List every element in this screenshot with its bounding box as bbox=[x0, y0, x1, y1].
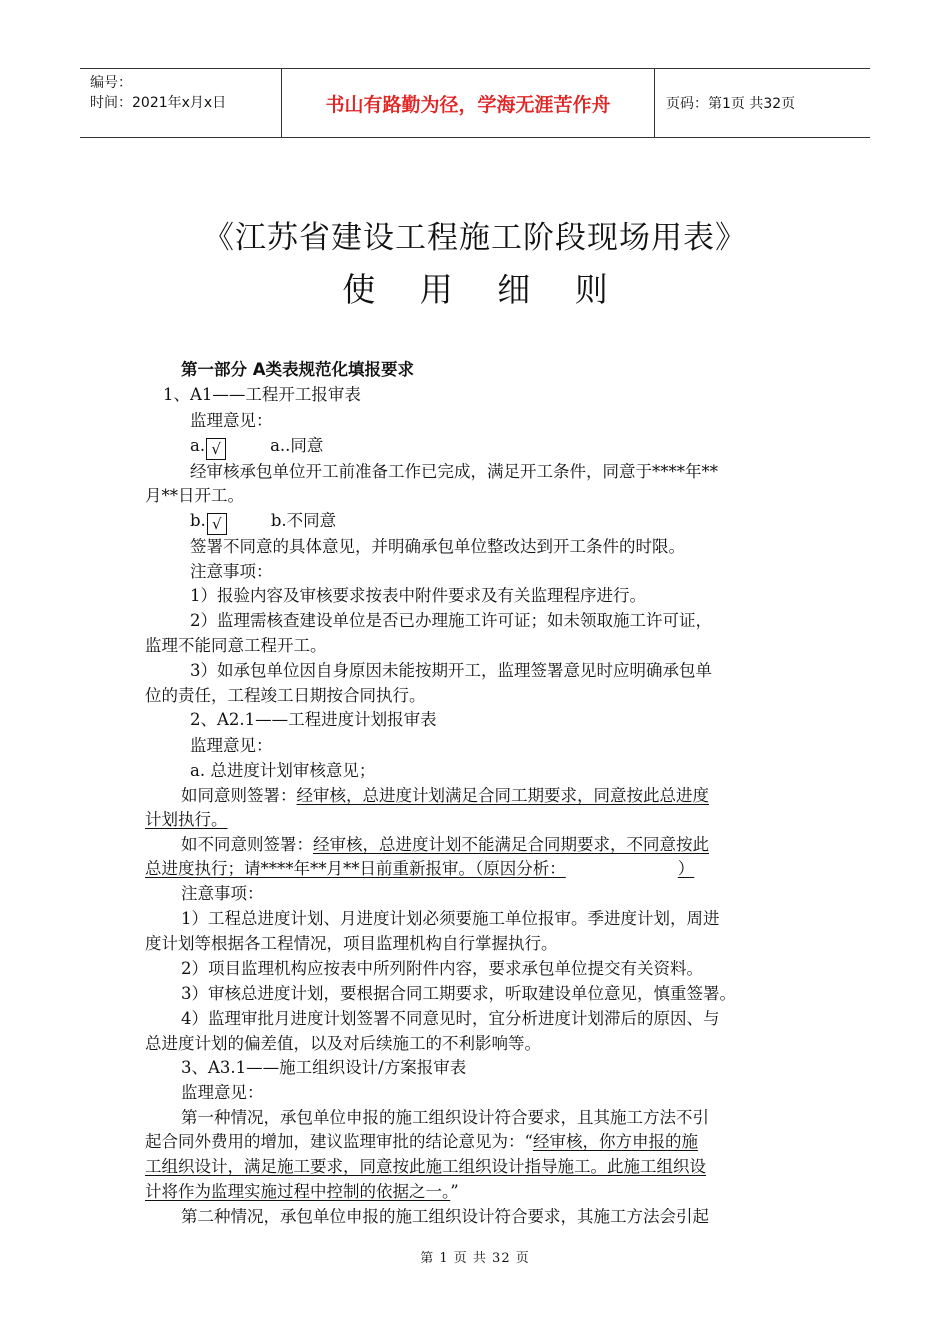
underlined-text: 经审核，你方申报的施 bbox=[532, 1132, 698, 1151]
header-page-info: 页码：第1页 共32页 bbox=[666, 96, 796, 112]
document-time-label: 时间：2021年x月x日 bbox=[90, 95, 227, 111]
underlined-text: 经审核，总进度计划满足合同工期要求，同意按此总进度 bbox=[296, 786, 709, 805]
checkbox[interactable]: √ bbox=[206, 438, 226, 460]
page-footer: 第 1 页 共 32 页 bbox=[420, 1251, 530, 1266]
paragraph: 注意事项： bbox=[190, 562, 273, 581]
document-number-label: 编号： bbox=[90, 75, 132, 91]
page-header-table bbox=[80, 68, 870, 138]
paragraph: 监理意见： bbox=[190, 411, 273, 430]
paragraph: 起合同外费用的增加，建议监理审批的结论意见为：“经审核，你方申报的施 bbox=[145, 1132, 698, 1151]
paragraph: 月**日开工。 bbox=[145, 486, 244, 505]
paragraph: 4）监理审批月进度计划签署不同意见时，宜分析进度计划滞后的原因、与 bbox=[181, 1009, 720, 1028]
part-heading: 第一部分 A类表规范化填报要求 bbox=[181, 360, 415, 379]
underlined-text: 计将作为监理实施过程中控制的依据之一。 bbox=[145, 1182, 451, 1201]
paragraph: 计将作为监理实施过程中控制的依据之一。” bbox=[145, 1182, 459, 1201]
paragraph: 监理意见： bbox=[181, 1083, 264, 1102]
paragraph: 经审核承包单位开工前准备工作已完成，满足开工条件，同意于****年** bbox=[190, 462, 718, 481]
paragraph: 监理意见： bbox=[190, 736, 273, 755]
underlined-text: 经审核，总进度计划不能满足合同期要求，不同意按此 bbox=[313, 835, 709, 854]
paragraph: 1）报验内容及审核要求按表中附件要求及有关监理程序进行。 bbox=[190, 586, 646, 605]
paragraph: 3）如承包单位因自身原因未能按期开工，监理签署意见时应明确承包单 bbox=[190, 661, 712, 680]
paragraph: 度计划等根据各工程情况，项目监理机构自行掌握执行。 bbox=[145, 934, 558, 953]
subtitle-char: 使 bbox=[342, 270, 376, 309]
header-motto: 书山有路勤为径，学海无涯苦作舟 bbox=[325, 93, 611, 116]
document-subtitle bbox=[0, 264, 950, 311]
paragraph: 如同意则签署：经审核，总进度计划满足合同工期要求，同意按此总进度 bbox=[181, 786, 709, 805]
underlined-text: 计划执行。 bbox=[145, 810, 228, 829]
subtitle-char: 则 bbox=[574, 270, 608, 309]
underlined-text: 工组织设计，满足施工要求，同意按此施工组织设计指导施工。此施工组织设 bbox=[145, 1157, 706, 1176]
paragraph: 位的责任，工程竣工日期按合同执行。 bbox=[145, 686, 426, 705]
header-divider bbox=[654, 69, 655, 137]
header-divider bbox=[281, 69, 282, 137]
subtitle-char: 细 bbox=[497, 270, 531, 309]
paragraph: 1）工程总进度计划、月进度计划必须要施工单位报审。季进度计划，周进 bbox=[181, 909, 720, 928]
paragraph: 2）项目监理机构应按表中所列附件内容，要求承包单位提交有关资料。 bbox=[181, 959, 703, 978]
option-label: a..同意 bbox=[270, 436, 324, 455]
paragraph: 监理不能同意工程开工。 bbox=[145, 636, 327, 655]
option-prefix: a. bbox=[190, 436, 206, 455]
underlined-text: 总进度执行；请****年**月**日前重新报审。（原因分析： ） bbox=[145, 859, 695, 878]
header-meta-cell bbox=[80, 69, 280, 137]
document-title: 《江苏省建设工程施工阶段现场用表》 bbox=[203, 220, 747, 256]
paragraph: 注意事项： bbox=[181, 884, 264, 903]
paragraph: 第一种情况，承包单位申报的施工组织设计符合要求，且其施工方法不引 bbox=[181, 1108, 709, 1127]
subtitle-char: 用 bbox=[419, 270, 453, 309]
section-heading: 3、A3.1——施工组织设计/方案报审表 bbox=[181, 1058, 467, 1077]
paragraph: 签署不同意的具体意见，并明确承包单位整改达到开工条件的时限。 bbox=[190, 537, 685, 556]
option-line bbox=[190, 510, 336, 535]
section-heading: 2、A2.1——工程进度计划报审表 bbox=[190, 710, 437, 729]
paragraph: 如不同意则签署：经审核，总进度计划不能满足合同期要求，不同意按此 bbox=[181, 835, 709, 854]
checkbox[interactable]: √ bbox=[207, 513, 227, 535]
paragraph: 2）监理需核查建设单位是否已办理施工许可证；如未领取施工许可证， bbox=[190, 611, 712, 630]
option-line bbox=[190, 435, 323, 460]
option-label: b.不同意 bbox=[270, 511, 337, 530]
section-heading: 1、A1——工程开工报审表 bbox=[163, 385, 361, 404]
option-prefix: b. bbox=[190, 511, 206, 530]
paragraph: 第二种情况，承包单位申报的施工组织设计符合要求，其施工方法会引起 bbox=[181, 1207, 709, 1226]
paragraph: a. 总进度计划审核意见； bbox=[190, 761, 376, 780]
paragraph: 总进度计划的偏差值，以及对后续施工的不利影响等。 bbox=[145, 1034, 541, 1053]
paragraph: 3）审核总进度计划，要根据合同工期要求，听取建设单位意见，慎重签署。 bbox=[181, 984, 736, 1003]
